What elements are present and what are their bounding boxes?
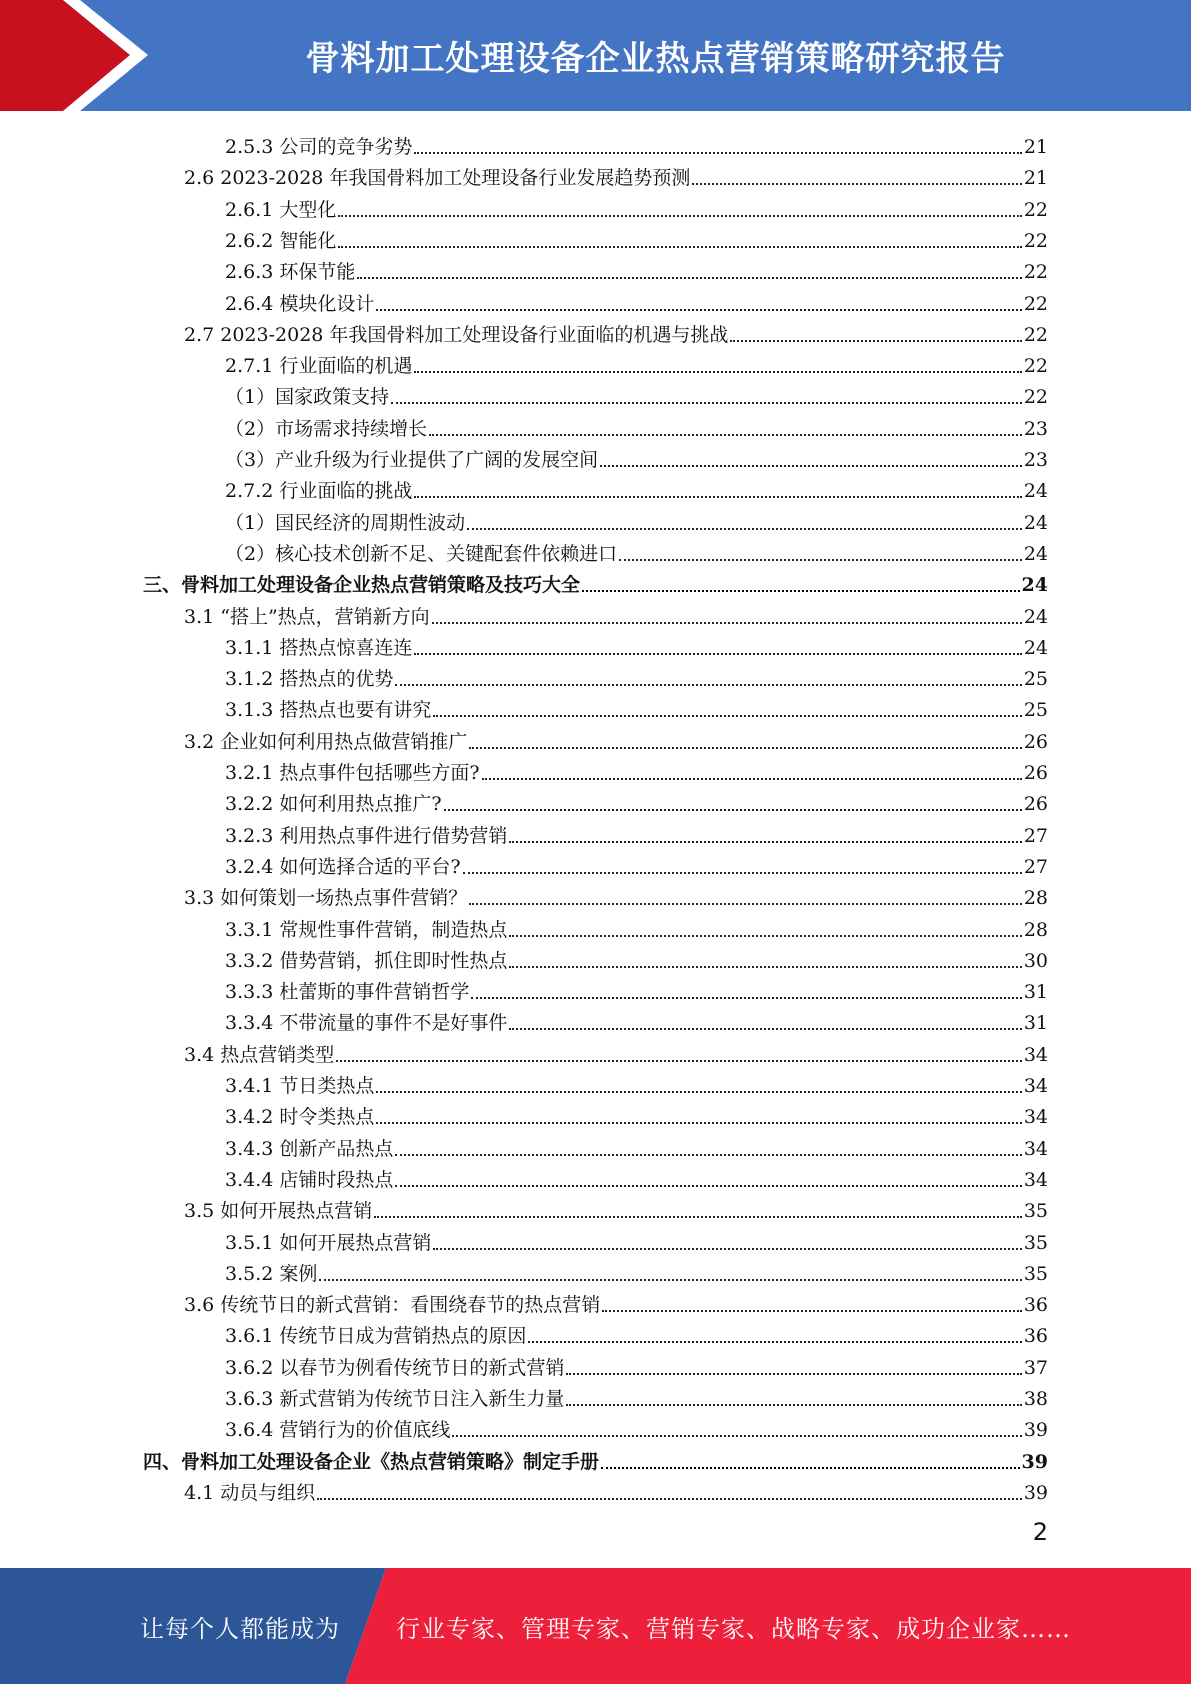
toc-entry-page: 21 [1023,136,1048,158]
toc-entry[interactable] [225,504,1048,535]
toc-entry-label: 2.7 2023-2028 年我国骨料加工处理设备行业面临的机遇与挑战 [184,323,729,346]
toc-entry-label: 3.6.1 传统节日成为营销热点的原因 [225,1325,527,1348]
dot-leader [566,1373,1021,1375]
toc-entry[interactable] [225,1224,1048,1255]
toc-entry[interactable] [184,1286,1048,1317]
dot-leader [432,622,1022,624]
toc-entry-page: 36 [1023,1294,1048,1317]
toc-entry-label: 3.5.1 如何开展热点营销 [225,1231,432,1254]
toc-entry[interactable] [225,222,1048,253]
dot-leader [395,1185,1021,1187]
toc-entry[interactable] [225,378,1048,409]
toc-entry-label: （2）核心技术创新不足、关键配套件依赖进口 [225,542,618,565]
toc-entry[interactable] [225,785,1048,816]
toc-entry[interactable] [225,1004,1048,1035]
dot-leader [376,1091,1021,1093]
dot-leader [429,434,1022,436]
dot-leader [600,465,1022,467]
toc-entry[interactable] [225,1380,1048,1411]
dot-leader [619,559,1022,561]
toc-entry-page: 35 [1023,1200,1048,1223]
toc-entry-page: 34 [1023,1168,1048,1191]
dot-leader [338,246,1021,248]
toc-entry-page: 24 [1021,574,1048,597]
toc-entry[interactable] [225,973,1048,1004]
toc-entry-page: 22 [1023,261,1048,284]
toc-entry[interactable] [225,942,1048,973]
toc-entry[interactable] [225,285,1048,316]
toc-entry[interactable] [225,410,1048,441]
toc-entry-page: 21 [1023,167,1048,190]
toc-entry-label: 3.2.4 如何选择合适的平台? [225,855,461,878]
toc-entry-label: 三、骨料加工处理设备企业热点营销策略及技巧大全 [143,574,581,597]
toc-entry-page: 24 [1023,542,1048,565]
toc-entry[interactable] [225,1161,1048,1192]
dot-leader [602,1310,1022,1312]
toc-entry-page: 31 [1023,1012,1048,1035]
dot-leader [336,1060,1022,1062]
toc-entry[interactable] [225,1255,1048,1286]
toc-entry[interactable] [225,848,1048,879]
toc-entry-page: 25 [1023,668,1048,691]
toc-entry-label: 3.6.3 新式营销为传统节日注入新生力量 [225,1388,565,1410]
toc-entry-page: 23 [1023,449,1048,471]
toc-entry-page: 38 [1023,1388,1048,1410]
dot-leader [319,1279,1021,1281]
report-title: 骨料加工处理设备企业热点营销策略研究报告 [305,39,1006,79]
toc-entry-label: 3.5.2 案例 [225,1262,318,1285]
footer-slogan-left: 让每个人都能成为 [140,1614,340,1643]
toc-entry-page: 27 [1023,824,1048,847]
toc-entry-label: （3）产业升级为行业提供了广阔的发展空间 [225,449,599,471]
toc-entry-label: 3.1.2 搭热点的优势 [225,668,394,691]
toc-entry[interactable] [184,879,1048,910]
toc-entry-label: 3.3.4 不带流量的事件不是好事件 [225,1012,508,1035]
toc-entry-label: 2.6.1 大型化 [225,198,337,221]
toc-entry-label: 3.4.1 节日类热点 [225,1075,375,1097]
toc-entry[interactable] [184,159,1048,190]
toc-entry[interactable] [225,629,1048,660]
toc-entry-page: 34 [1023,1137,1048,1160]
dot-leader [414,371,1021,373]
toc-entry-page: 39 [1023,1419,1048,1442]
dot-leader [509,841,1021,843]
toc-entry-page: 31 [1023,981,1048,1004]
toc-entry-page: 36 [1023,1325,1048,1348]
toc-entry-label: 3.2.1 热点事件包括哪些方面? [225,762,480,784]
toc-entry-label: 2.7.2 行业面临的挑战 [225,480,413,503]
dot-leader [469,747,1022,749]
toc-entry-page: 24 [1023,480,1048,503]
toc-entry-page: 35 [1023,1262,1048,1285]
toc-entry-label: 3.4.3 创新产品热点 [225,1137,394,1160]
toc-entry[interactable] [225,660,1048,691]
toc-entry-page: 35 [1023,1231,1048,1254]
toc-entry[interactable] [225,441,1048,472]
dot-leader [391,402,1022,404]
dot-leader [730,340,1021,342]
toc-entry-page: 24 [1023,636,1048,659]
page-footer [0,1568,1191,1684]
toc-entry-page: 25 [1023,699,1048,722]
toc-entry-label: 2.6.4 模块化设计 [225,292,375,315]
toc-entry-page: 24 [1023,511,1048,534]
toc-entry[interactable] [225,817,1048,848]
dot-leader [433,715,1021,717]
toc-entry-label: 3.3.2 借势营销，抓住即时性热点 [225,949,508,972]
toc-entry-page: 39 [1023,1481,1048,1504]
toc-entry[interactable] [184,598,1048,629]
toc-entry-label: 3.1.3 搭热点也要有讲究 [225,699,432,722]
toc-entry-page: 37 [1023,1356,1048,1379]
dot-leader [509,1028,1021,1030]
dot-leader [463,872,1022,874]
dot-leader [509,966,1021,968]
toc-entry[interactable] [225,1317,1048,1348]
toc-entry-page: 22 [1023,292,1048,315]
toc-entry[interactable] [225,1067,1048,1098]
toc-entry[interactable] [225,191,1048,222]
dot-leader [566,1404,1021,1406]
dot-leader [444,809,1022,811]
toc-entry-label: 3.2.3 利用热点事件进行借势营销 [225,824,508,847]
dot-leader [467,528,1022,530]
toc-entry-page: 22 [1023,229,1048,252]
toc-entry-label: （1）国家政策支持 [225,386,390,409]
dot-leader [414,152,1021,154]
dot-leader [357,277,1021,279]
toc-entry-label: 2.6 2023-2028 年我国骨料加工处理设备行业发展趋势预测 [184,167,691,190]
toc-entry[interactable] [225,911,1048,942]
page-header [0,0,1191,111]
dot-leader [374,1216,1022,1218]
toc-entry-label: 3.2 企业如何利用热点做营销推广 [184,730,468,753]
dot-leader [414,496,1021,498]
toc-entry-label: 3.4.4 店铺时段热点 [225,1168,394,1191]
toc-entry[interactable] [184,723,1048,754]
toc-entry-label: 2.6.3 环保节能 [225,261,356,284]
dot-leader [509,935,1021,937]
toc-entry-label: 3.6 传统节日的新式营销：看围绕春节的热点营销 [184,1294,601,1317]
toc-entry-label: 3.2.2 如何利用热点推广? [225,793,442,816]
toc-entry-page: 39 [1021,1450,1048,1473]
toc-entry-label: 3.1 “搭上”热点，营销新方向 [184,605,430,628]
dot-leader [317,1498,1022,1500]
toc-entry-label: 3.1.1 搭热点惊喜连连 [225,636,413,659]
toc-entry[interactable] [143,566,1048,597]
dot-leader [414,653,1021,655]
dot-leader [601,1467,1020,1469]
page-number: 2 [1032,1518,1048,1546]
dot-leader [452,1435,1021,1437]
dot-leader [376,309,1021,311]
dot-leader [338,215,1021,217]
toc-entry-page: 26 [1023,762,1048,784]
toc-entry-label: 4.1 动员与组织 [184,1481,316,1504]
toc-entry-page: 26 [1023,730,1048,753]
toc-entry-label: 2.7.1 行业面临的机遇 [225,355,413,378]
toc-entry-page: 30 [1023,949,1048,972]
toc-entry-label: 2.5.3 公司的竞争劣势 [225,136,413,158]
dot-leader [482,778,1022,780]
toc-entry-label: 3.4 热点营销类型 [184,1043,335,1066]
toc-entry[interactable] [225,253,1048,284]
toc-entry-page: 22 [1023,386,1048,409]
toc-entry-label: （1）国民经济的周期性波动 [225,511,466,534]
toc-entry-page: 22 [1023,355,1048,378]
toc-entry[interactable] [225,1349,1048,1380]
dot-leader [528,1341,1021,1343]
dot-leader [469,903,1022,905]
toc-entry[interactable] [184,1192,1048,1223]
toc-entry[interactable] [225,754,1048,785]
toc-entry-label: （2）市场需求持续增长 [225,417,428,440]
toc-entry-page: 34 [1023,1075,1048,1097]
toc-entry-label: 3.3.1 常规性事件营销，制造热点 [225,918,508,941]
toc-entry-label: 3.3 如何策划一场热点事件营销？ [184,887,468,910]
toc-entry[interactable] [225,1098,1048,1129]
toc-entry-label: 3.6.4 营销行为的价值底线 [225,1419,451,1442]
dot-leader [376,1122,1021,1124]
toc-entry[interactable] [225,535,1048,566]
toc-entry[interactable] [225,347,1048,378]
dot-leader [692,183,1021,185]
dot-leader [395,684,1021,686]
toc-entry[interactable] [225,128,1048,159]
toc-entry-page: 34 [1023,1043,1048,1066]
toc-entry-page: 23 [1023,417,1048,440]
toc-entry[interactable] [184,316,1048,347]
toc-entry-label: 3.5 如何开展热点营销 [184,1200,373,1223]
toc-entry[interactable] [184,1474,1048,1505]
dot-leader [582,590,1020,592]
red-arrow-icon [0,0,160,111]
toc-entry-page: 24 [1023,605,1048,628]
toc-entry[interactable] [184,1036,1048,1067]
toc-entry-page: 27 [1023,855,1048,878]
toc-entry-label: 2.6.2 智能化 [225,229,337,252]
toc-entry-page: 22 [1023,198,1048,221]
toc-entry-page: 22 [1023,323,1048,346]
toc-entry[interactable] [225,1411,1048,1442]
toc-entry-label: 3.3.3 杜蕾斯的事件营销哲学 [225,981,470,1004]
toc-entry-page: 28 [1023,887,1048,910]
toc-entry[interactable] [225,1130,1048,1161]
toc-entry[interactable] [143,1443,1048,1474]
toc-entry-page: 26 [1023,793,1048,816]
toc-entry-page: 28 [1023,918,1048,941]
dot-leader [433,1248,1021,1250]
toc-entry[interactable] [225,691,1048,722]
footer-slogan-right: 行业专家、管理专家、营销专家、战略专家、成功企业家…… [396,1614,1071,1643]
toc-entry-label: 3.6.2 以春节为例看传统节日的新式营销 [225,1356,565,1379]
toc-entry[interactable] [225,472,1048,503]
dot-leader [471,997,1021,999]
toc-entry-page: 34 [1023,1106,1048,1129]
toc-entry-label: 3.4.2 时令类热点 [225,1106,375,1129]
toc-entry-label: 四、骨料加工处理设备企业《热点营销策略》制定手册 [143,1450,600,1473]
dot-leader [395,1154,1021,1156]
